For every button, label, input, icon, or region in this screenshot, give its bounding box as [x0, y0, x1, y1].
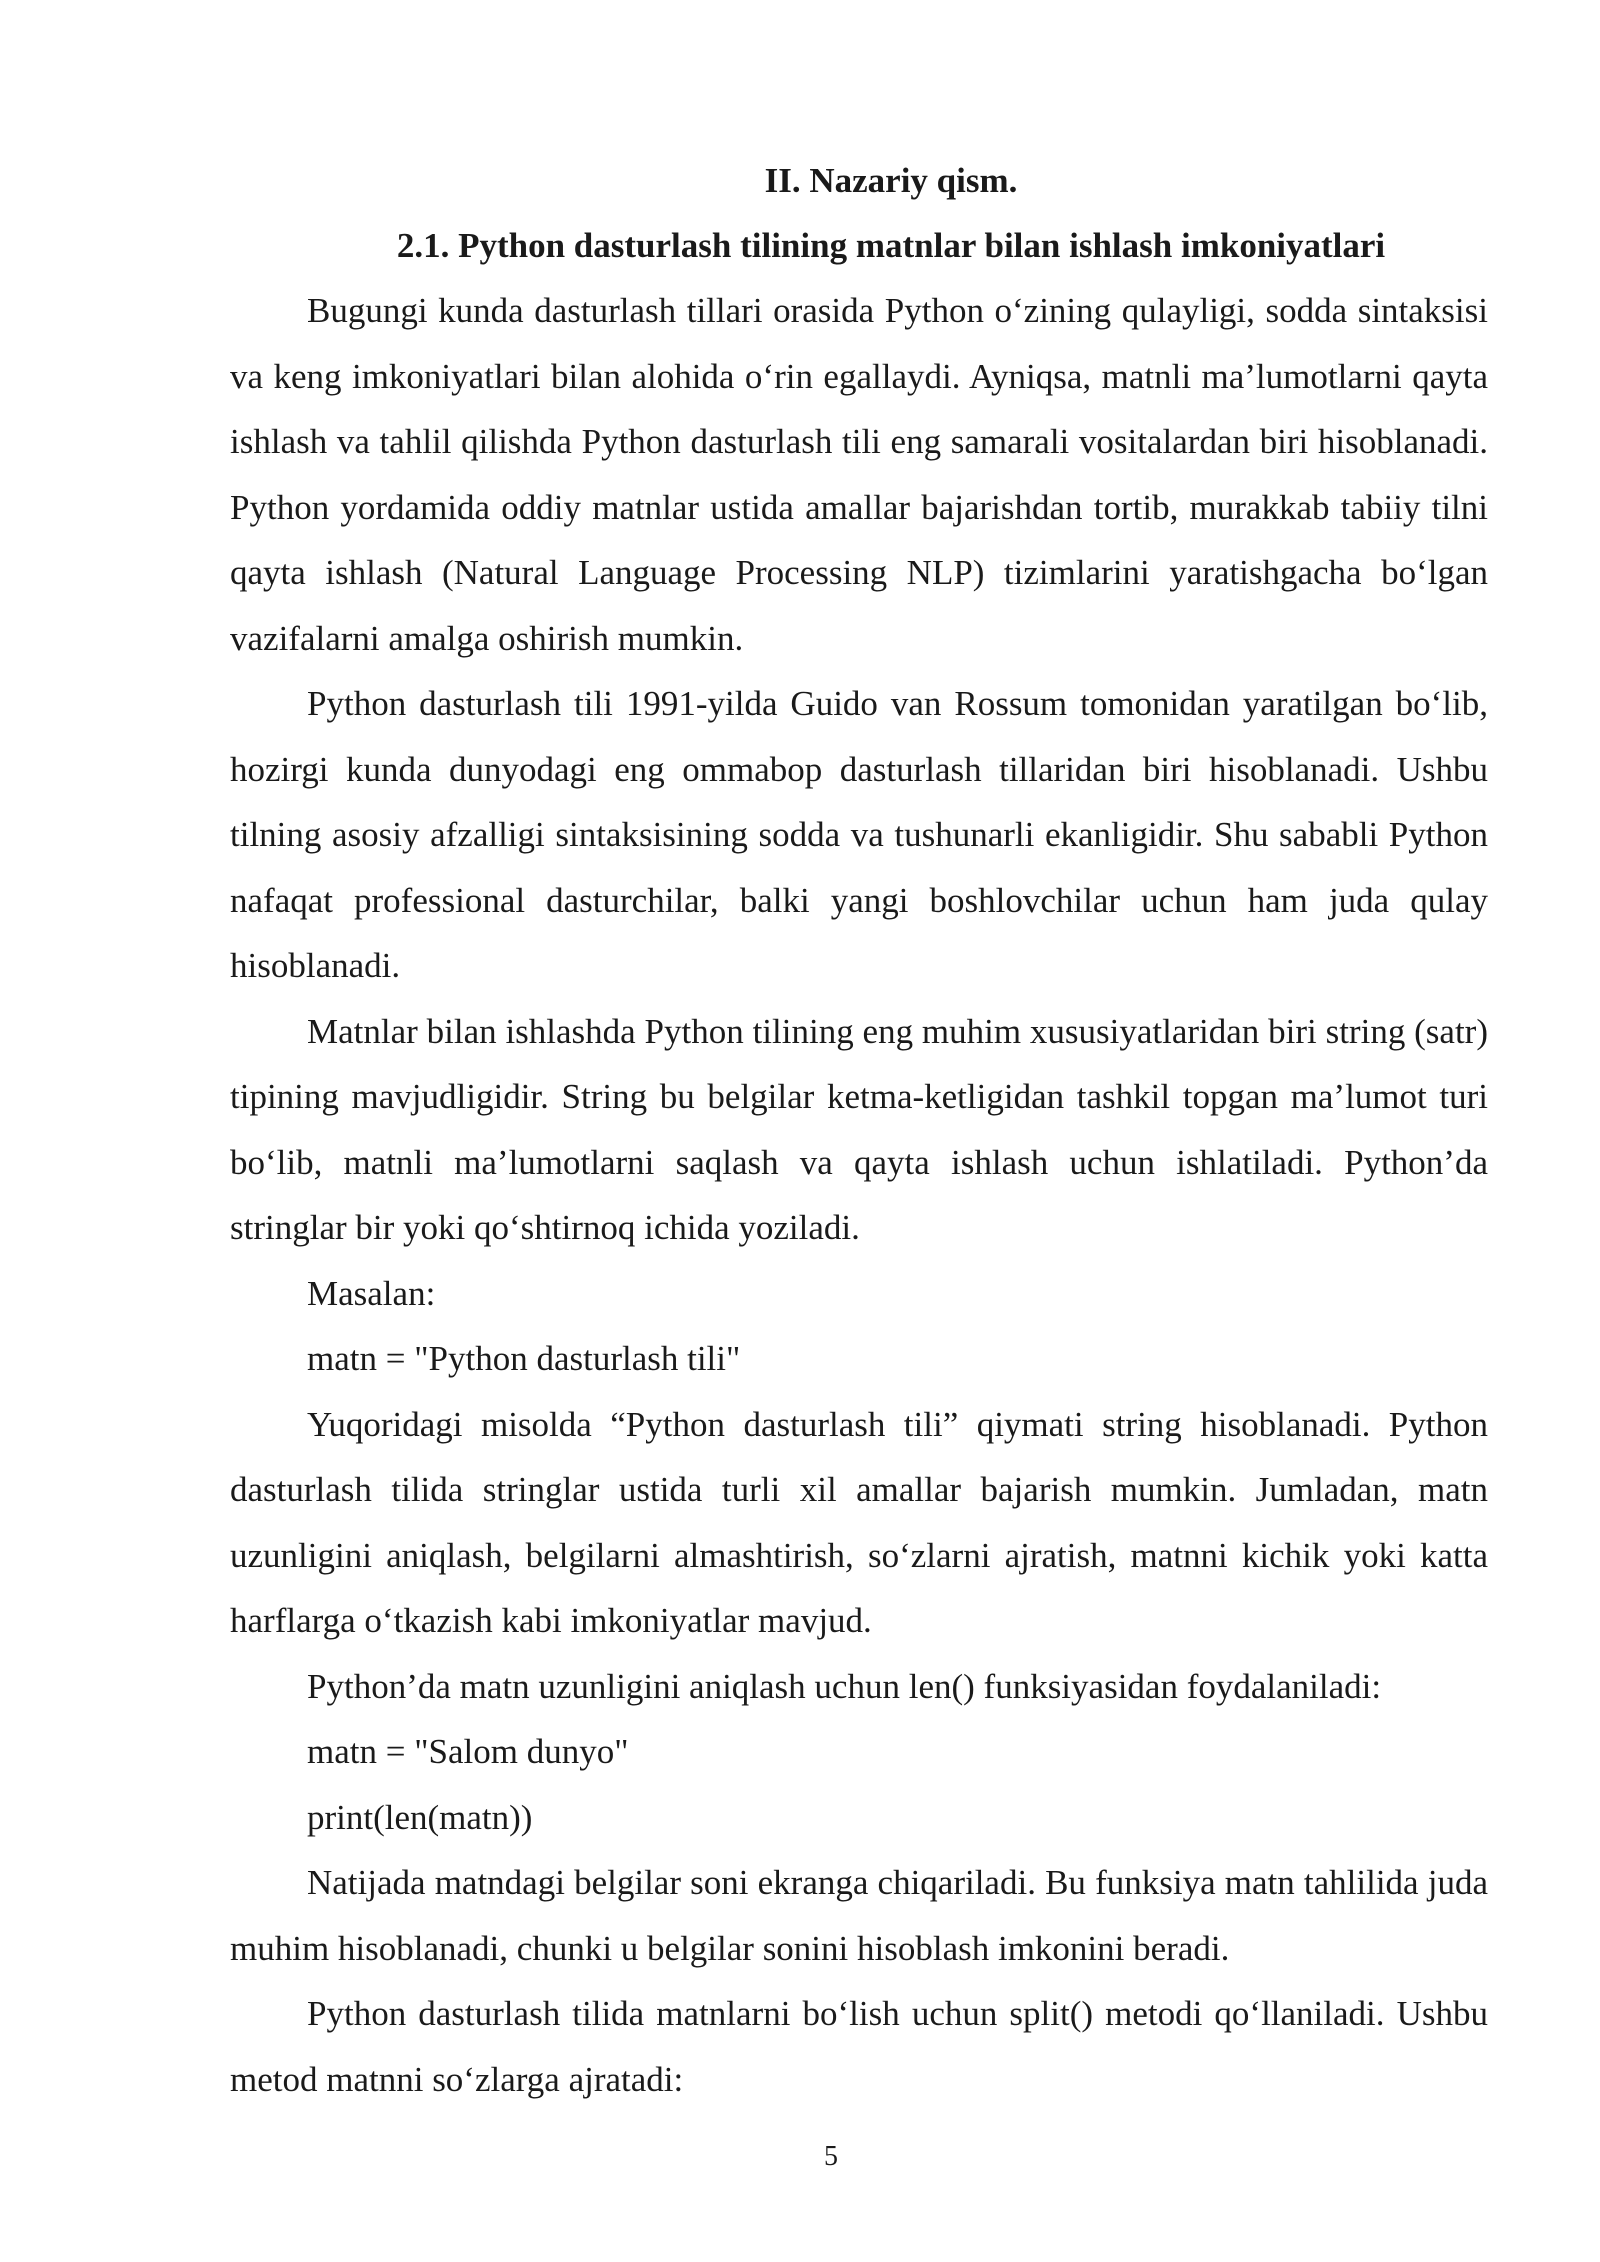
code-line-string: matn = "Python dasturlash tili": [307, 1339, 741, 1378]
code-line-assign: matn = "Salom dunyo": [307, 1732, 629, 1771]
paragraph-len-intro: Python’da matn uzunligini aniqlash uchun len() funksiyasidan foydalaniladi:: [307, 1666, 1382, 1706]
section-title: II. Nazariy qism.: [764, 161, 1018, 200]
document-page: [230, 148, 1488, 2112]
paragraph-string-type: Matnlar bilan ishlashda Python tilining eng muhim xususiyatlaridan biri string (satr) tipining mavjudligidir. String bu belgilar ketma-ketligidan tashkil topgan ma’lumot turi bo‘lib, matnli ma’lumotlarni saqlash va qayta ishlash uchun ishlatiladi. Python’da stringlar bir yoki qo‘shtirnoq ichida yoziladi.: [230, 1011, 1488, 1247]
page-number: 5: [824, 2141, 838, 2172]
subsection-title: 2.1. Python dasturlash tilining matnlar bilan ishlash imkoniyatlari: [396, 226, 1386, 265]
paragraph-history: Python dasturlash tili 1991-yilda Guido van Rossum tomonidan yaratilgan bo‘lib, hozirgi kunda dunyodagi eng ommabop dasturlash tillaridan biri hisoblanadi. Ushbu tilning asosiy afzalligi sintaksisining sodda va tushunarli ekanligidir. Shu sababli Python nafaqat professional dasturchilar, balki yangi boshlovchilar uchun ham juda qulay hisoblanadi.: [230, 684, 1488, 985]
paragraph-len-result: Natijada matndagi belgilar soni ekranga chiqariladi. Bu funksiya matn tahlilida juda muhim hisoblanadi, chunki u belgilar sonini hisoblash imkonini beradi.: [230, 1863, 1488, 1968]
code-line-print: print(len(matn)): [307, 1797, 533, 1837]
paragraph-split: Python dasturlash tilida matnlarni bo‘lish uchun split() metodi qo‘llaniladi. Ushbu metod matnni so‘zlarga ajratadi:: [230, 1994, 1488, 2099]
paragraph-intro: Bugungi kunda dasturlash tillari orasida Python o‘zining qulayligi, sodda sintaksisi va keng imkoniyatlari bilan alohida o‘rin egallaydi. Ayniqsa, matnli ma’lumotlarni qayta ishlash va tahlil qilishda Python dasturlash tili eng samarali vositalardan biri hisoblanadi. Python yordamida oddiy matnlar ustida amallar bajarishdan tortib, murakkab tabiiy tilni qayta ishlash (Natural Language Processing NLP) tizimlarini yaratishgacha bo‘lgan vazifalarni amalga oshirish mumkin.: [230, 291, 1488, 658]
paragraph-string-ops: Yuqoridagi misolda “Python dasturlash tili” qiymati string hisoblanadi. Python dasturlash tilida stringlar ustida turli xil amallar bajarish mumkin. Jumladan, matn uzunligini aniqlash, belgilarni almashtirish, so‘zlarni ajratish, matnni kichik yoki katta harflarga o‘tkazish kabi imkoniyatlar mavjud.: [230, 1404, 1488, 1640]
example-label: Masalan:: [307, 1273, 436, 1313]
